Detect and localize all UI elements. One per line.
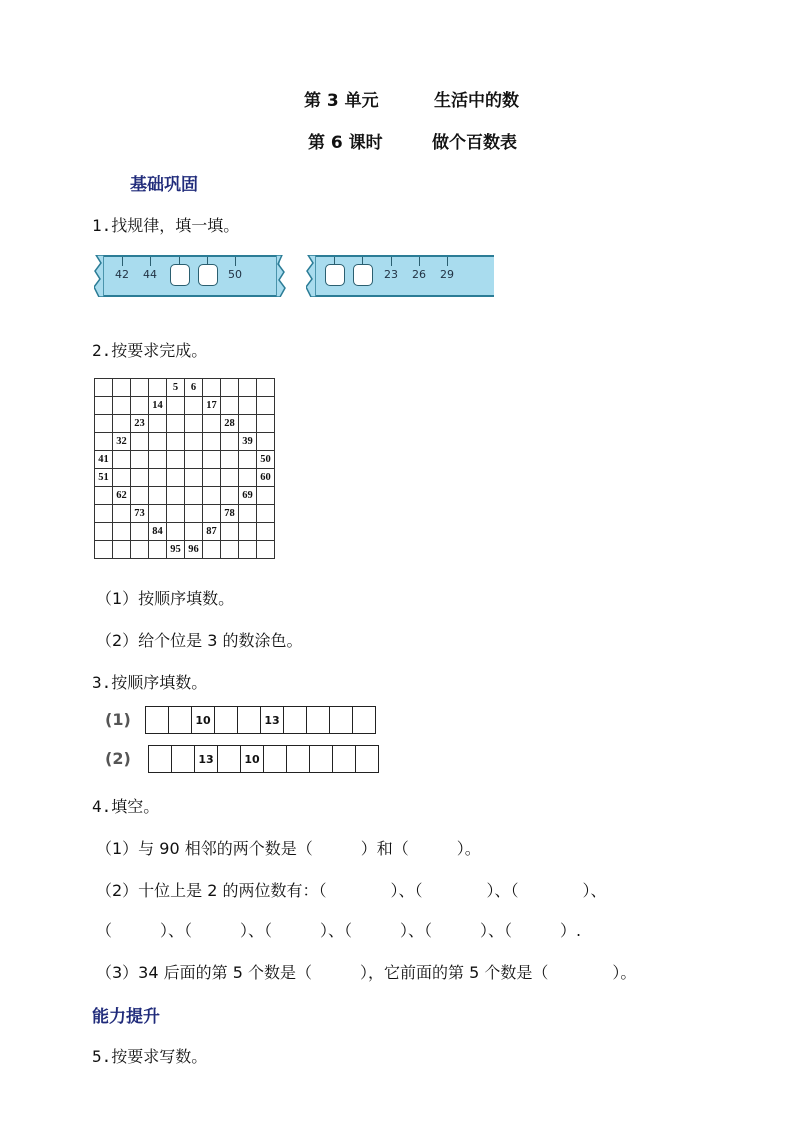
sequence-cell[interactable] [310,746,333,773]
grid-cell[interactable] [95,379,113,397]
strip-number: 26 [412,268,426,281]
sequence-cell[interactable] [215,707,238,734]
sequence-cell[interactable]: 10 [241,746,264,773]
grid-cell[interactable] [113,415,131,433]
number-strip-1 [100,255,280,297]
grid-cell[interactable]: 95 [167,541,185,559]
sequence-cell[interactable] [307,707,330,734]
grid-cell[interactable] [221,487,239,505]
grid-cell[interactable] [113,523,131,541]
q4-line4: （3）34 后面的第 5 个数是（ ），它前面的第 5 个数是（ ）。 [96,963,637,982]
grid-cell[interactable] [239,451,257,469]
unit-title: 生活中的数 [434,91,519,111]
grid-cell[interactable]: 23 [131,415,149,433]
grid-row [95,541,275,559]
grid-cell[interactable] [131,397,149,415]
grid-cell[interactable] [167,523,185,541]
blank-box[interactable] [170,264,190,286]
grid-cell[interactable] [221,451,239,469]
grid-cell[interactable] [185,415,203,433]
grid-cell[interactable] [185,505,203,523]
grid-cell[interactable]: 62 [113,487,131,505]
section-basic: 基础巩固 [130,175,198,195]
grid-cell[interactable] [131,379,149,397]
grid-cell[interactable] [257,415,275,433]
grid-cell[interactable] [113,379,131,397]
grid-cell[interactable] [239,541,257,559]
lesson-label: 第 6 课时 [308,133,383,153]
unit-label: 第 3 单元 [304,91,379,111]
q4-prompt: 4.填空。 [92,797,160,816]
grid-cell[interactable] [149,379,167,397]
sequence-cell[interactable] [287,746,310,773]
blank-box[interactable] [325,264,345,286]
grid-cell[interactable] [221,469,239,487]
grid-row [95,505,275,523]
grid-row [95,523,275,541]
grid-cell[interactable] [203,469,221,487]
grid-cell[interactable]: 51 [95,469,113,487]
grid-row [95,433,275,451]
grid-cell[interactable]: 78 [221,505,239,523]
q4-line3: （ ）、（ ）、（ ）、（ ）、（ ）、（ ）. [96,921,582,940]
strip-number: 50 [228,268,242,281]
grid-row [95,451,275,469]
lesson-title: 做个百数表 [432,133,517,153]
grid-cell[interactable]: 5 [167,379,185,397]
grid-cell[interactable] [239,379,257,397]
grid-cell[interactable] [221,397,239,415]
grid-row [95,415,275,433]
number-strip-2 [312,255,494,297]
grid-cell[interactable]: 50 [257,451,275,469]
sequence-cell[interactable] [330,707,353,734]
grid-cell[interactable] [113,505,131,523]
grid-cell[interactable]: 84 [149,523,167,541]
grid-cell[interactable] [185,523,203,541]
q2-sub1: （1）按顺序填数。 [96,589,235,608]
grid-cell[interactable] [113,541,131,559]
grid-cell[interactable] [257,397,275,415]
strip-number: 29 [440,268,454,281]
grid-cell[interactable] [149,505,167,523]
grid-cell[interactable] [131,523,149,541]
sequence-row-2 [148,745,379,773]
hundred-chart [94,378,275,559]
grid-cell[interactable] [149,433,167,451]
grid-cell[interactable] [257,379,275,397]
grid-cell[interactable] [221,523,239,541]
strip-number: 42 [115,268,129,281]
grid-cell[interactable] [113,469,131,487]
sequence-cell[interactable] [264,746,287,773]
grid-cell[interactable] [203,433,221,451]
grid-cell[interactable] [149,451,167,469]
sequence-cell[interactable]: 10 [192,707,215,734]
grid-cell[interactable] [203,415,221,433]
grid-cell[interactable] [131,541,149,559]
grid-cell[interactable] [149,541,167,559]
grid-cell[interactable] [203,487,221,505]
q2-sub2: （2）给个位是 3 的数涂色。 [96,631,303,650]
torn-edge-left [94,255,104,297]
grid-cell[interactable]: 41 [95,451,113,469]
grid-cell[interactable]: 73 [131,505,149,523]
q5-prompt: 5.按要求写数。 [92,1047,208,1066]
grid-cell[interactable] [185,433,203,451]
grid-cell[interactable] [185,487,203,505]
grid-cell[interactable] [221,379,239,397]
grid-cell[interactable] [113,397,131,415]
grid-cell[interactable] [221,541,239,559]
grid-cell[interactable] [185,451,203,469]
grid-cell[interactable] [95,433,113,451]
grid-cell[interactable] [239,505,257,523]
sequence-row-1 [145,706,376,734]
grid-cell[interactable] [257,433,275,451]
grid-cell[interactable] [185,469,203,487]
grid-cell[interactable]: 14 [149,397,167,415]
q3-prompt: 3.按顺序填数。 [92,673,208,692]
grid-row [95,487,275,505]
grid-cell[interactable] [239,415,257,433]
grid-cell[interactable] [95,523,113,541]
sequence-cell[interactable] [356,746,379,773]
grid-cell[interactable] [167,397,185,415]
grid-cell[interactable] [239,469,257,487]
q1-prompt: 1.找规律，填一填。 [92,216,240,235]
torn-edge-right [276,255,286,297]
grid-cell[interactable] [131,433,149,451]
grid-cell[interactable] [203,379,221,397]
grid-cell[interactable]: 32 [113,433,131,451]
grid-cell[interactable] [95,541,113,559]
grid-cell[interactable]: 60 [257,469,275,487]
grid-row [95,469,275,487]
sequence-cell[interactable] [284,707,307,734]
grid-cell[interactable] [221,433,239,451]
blank-box[interactable] [353,264,373,286]
grid-cell[interactable] [95,415,113,433]
grid-cell[interactable] [239,523,257,541]
grid-cell[interactable] [131,451,149,469]
strip-number: 23 [384,268,398,281]
grid-cell[interactable]: 28 [221,415,239,433]
grid-cell[interactable] [167,469,185,487]
grid-cell[interactable] [113,451,131,469]
blank-box[interactable] [198,264,218,286]
sequence-cell[interactable] [353,707,376,734]
grid-cell[interactable]: 17 [203,397,221,415]
grid-cell[interactable] [131,469,149,487]
sequence-cell[interactable] [146,707,169,734]
q3-row2-label: (2) [105,749,131,768]
grid-cell[interactable] [149,415,167,433]
grid-cell[interactable] [167,487,185,505]
grid-cell[interactable]: 69 [239,487,257,505]
grid-cell[interactable] [257,505,275,523]
grid-cell[interactable]: 96 [185,541,203,559]
sequence-cell[interactable]: 13 [261,707,284,734]
grid-cell[interactable] [95,397,113,415]
sequence-cell[interactable] [149,746,172,773]
grid-cell[interactable] [185,397,203,415]
torn-edge-left [306,255,316,297]
grid-cell[interactable] [167,415,185,433]
grid-cell[interactable]: 87 [203,523,221,541]
sequence-cell[interactable]: 13 [195,746,218,773]
sequence-cell[interactable] [238,707,261,734]
grid-cell[interactable] [167,433,185,451]
section-advanced: 能力提升 [92,1007,160,1027]
grid-cell[interactable] [149,487,167,505]
q4-line2: （2）十位上是 2 的两位数有：（ ）、（ ）、（ ）、 [96,881,607,900]
sequence-cell[interactable] [172,746,195,773]
grid-cell[interactable] [167,505,185,523]
grid-cell[interactable] [131,487,149,505]
grid-cell[interactable] [203,451,221,469]
grid-cell[interactable] [149,469,167,487]
sequence-cell[interactable] [169,707,192,734]
grid-cell[interactable] [167,451,185,469]
q2-prompt: 2.按要求完成。 [92,341,208,360]
q4-line1: （1）与 90 相邻的两个数是（ ）和（ ）。 [96,839,481,858]
grid-cell[interactable] [203,541,221,559]
grid-cell[interactable]: 6 [185,379,203,397]
grid-cell[interactable] [203,505,221,523]
grid-row [95,379,275,397]
sequence-cell[interactable] [218,746,241,773]
grid-cell[interactable] [95,487,113,505]
grid-cell[interactable] [257,523,275,541]
sequence-cell[interactable] [333,746,356,773]
grid-row [95,397,275,415]
grid-cell[interactable] [95,505,113,523]
grid-cell[interactable] [257,487,275,505]
q3-row1-label: (1) [105,710,131,729]
grid-cell[interactable]: 39 [239,433,257,451]
strip-number: 44 [143,268,157,281]
grid-cell[interactable] [239,397,257,415]
grid-cell[interactable] [257,541,275,559]
